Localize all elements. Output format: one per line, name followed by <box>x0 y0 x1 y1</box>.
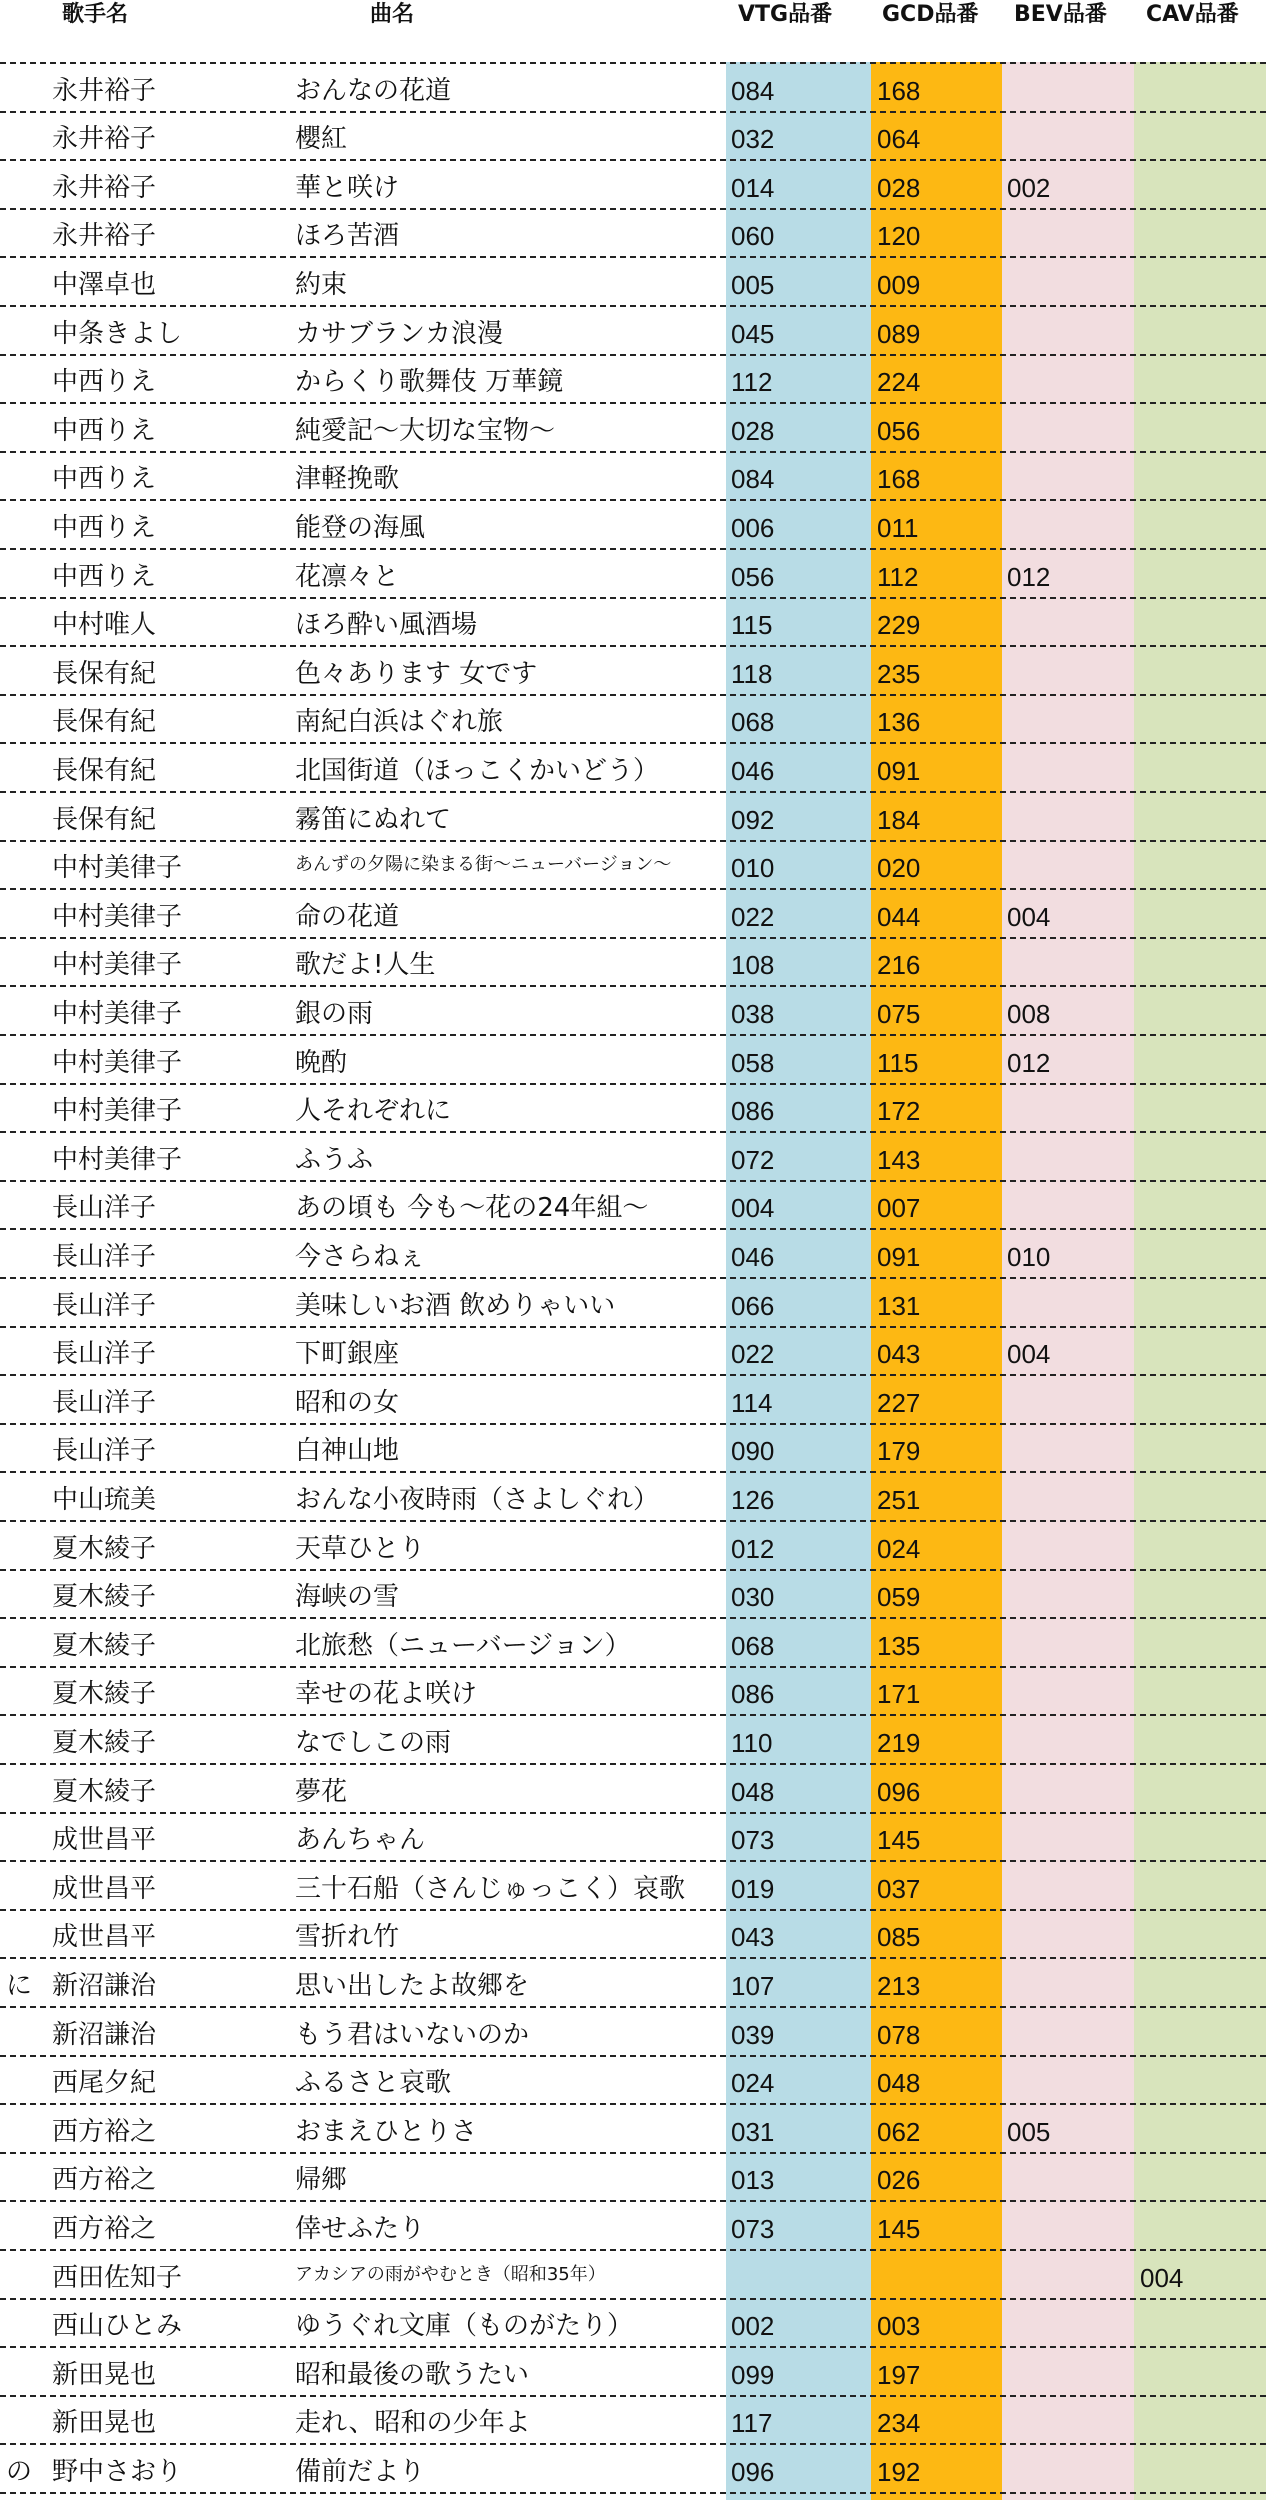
song-cell: 幸せの花よ咲け <box>295 1679 478 1710</box>
table-row <box>0 1522 1266 1571</box>
artist-cell: 西方裕之 <box>52 2165 157 2196</box>
vtg-cell: 090 <box>731 1436 775 1467</box>
artist-cell: 中村美律子 <box>52 1047 183 1078</box>
vtg-cell: 048 <box>731 1776 775 1807</box>
table-row <box>0 1085 1266 1134</box>
artist-cell: 中村美律子 <box>52 853 183 884</box>
artist-cell: 中西りえ <box>52 367 157 398</box>
vtg-cell: 010 <box>731 853 775 884</box>
table-row <box>0 842 1266 891</box>
table-row <box>0 2251 1266 2300</box>
header-vtg: VTG品番 <box>738 2 833 27</box>
gcd-cell: 056 <box>877 415 921 446</box>
song-cell: 命の花道 <box>295 901 400 932</box>
vtg-cell: 086 <box>731 1679 775 1710</box>
song-cell: おんなの花道 <box>295 75 452 106</box>
song-cell: おまえひとりさ <box>295 2116 478 2147</box>
song-cell: あの頃も 今も～花の24年組～ <box>295 1193 649 1224</box>
gcd-cell: 044 <box>877 901 921 932</box>
header-artist: 歌手名 <box>62 2 129 27</box>
song-cell: 今さらねぇ <box>295 1241 426 1272</box>
vtg-cell: 038 <box>731 998 775 1029</box>
gcd-cell: 131 <box>877 1290 921 1321</box>
gcd-cell: 213 <box>877 1970 921 2001</box>
song-cell: 昭和の女 <box>295 1387 400 1418</box>
table-row <box>0 1619 1266 1668</box>
table-row <box>0 793 1266 842</box>
vtg-cell: 108 <box>731 950 775 981</box>
table-row <box>0 1182 1266 1231</box>
gcd-cell: 091 <box>877 1241 921 1272</box>
artist-cell: 西山ひとみ <box>52 2311 183 2342</box>
gcd-cell: 235 <box>877 658 921 689</box>
song-cell: おんな小夜時雨（さよしぐれ） <box>295 1484 660 1515</box>
artist-cell: 夏木綾子 <box>52 1630 157 1661</box>
table-row <box>0 501 1266 550</box>
table-row <box>0 2202 1266 2251</box>
song-cell: 歌だよ!人生 <box>295 950 436 981</box>
table-row <box>0 2154 1266 2203</box>
table-row <box>0 2057 1266 2106</box>
gcd-cell: 219 <box>877 1727 921 1758</box>
table-row <box>0 599 1266 648</box>
vtg-cell: 068 <box>731 1630 775 1661</box>
song-cell: 雪折れ竹 <box>295 1922 400 1953</box>
vtg-cell: 014 <box>731 172 775 203</box>
vtg-cell: 028 <box>731 415 775 446</box>
gcd-cell: 043 <box>877 1339 921 1370</box>
artist-cell: 成世昌平 <box>52 1873 157 1904</box>
vtg-cell: 039 <box>731 2019 775 2050</box>
song-cell: ゆうぐれ文庫（ものがたり） <box>295 2311 634 2342</box>
song-cell: なでしこの雨 <box>295 1727 452 1758</box>
artist-cell: 長山洋子 <box>52 1339 157 1370</box>
artist-cell: 新田晃也 <box>52 2359 157 2390</box>
song-cell: 備前だより <box>295 2456 426 2487</box>
vtg-cell: 006 <box>731 512 775 543</box>
gcd-cell: 011 <box>877 512 919 543</box>
artist-cell: 中澤卓也 <box>52 269 157 300</box>
gcd-cell: 078 <box>877 2019 921 2050</box>
artist-cell: 長山洋子 <box>52 1436 157 1467</box>
gcd-cell: 048 <box>877 2068 921 2099</box>
song-cell: 櫻紅 <box>295 124 348 155</box>
gcd-cell: 028 <box>877 172 921 203</box>
song-cell: ふるさと哀歌 <box>295 2068 452 2099</box>
gcd-cell: 115 <box>877 1047 919 1078</box>
artist-cell: 夏木綾子 <box>52 1776 157 1807</box>
vtg-cell: 110 <box>731 1727 773 1758</box>
song-cell: 人それぞれに <box>295 1096 452 1127</box>
artist-cell: 中村美律子 <box>52 1144 183 1175</box>
artist-cell: 新沼謙治 <box>52 1970 157 2001</box>
table-row <box>0 1571 1266 1620</box>
vtg-cell: 056 <box>731 561 775 592</box>
song-cell: 色々あります 女です <box>295 658 538 689</box>
artist-cell: 中村唯人 <box>52 610 157 641</box>
song-cell: 華と咲け <box>295 172 400 203</box>
song-cell: 海峡の雪 <box>295 1582 400 1613</box>
bev-cell: 010 <box>1007 1241 1051 1272</box>
artist-cell: 中西りえ <box>52 415 157 446</box>
song-cell: 帰郷 <box>295 2165 348 2196</box>
bev-cell: 005 <box>1007 2116 1051 2147</box>
table-row <box>0 258 1266 307</box>
table-row <box>0 64 1266 113</box>
song-cell: 三十石船（さんじゅっこく）哀歌 <box>295 1873 686 1904</box>
vtg-cell: 072 <box>731 1144 775 1175</box>
artist-cell: 中村美律子 <box>52 901 183 932</box>
vtg-cell: 031 <box>731 2116 775 2147</box>
table-row <box>0 1036 1266 1085</box>
song-cell: 能登の海風 <box>295 512 426 543</box>
vtg-cell: 024 <box>731 2068 775 2099</box>
song-cell: 北旅愁（ニューバージョン） <box>295 1630 631 1661</box>
gcd-cell: 091 <box>877 755 921 786</box>
table-row <box>0 550 1266 599</box>
song-cell: 天草ひとり <box>295 1533 426 1564</box>
artist-cell: 長保有紀 <box>52 804 157 835</box>
gcd-cell: 192 <box>877 2456 921 2487</box>
artist-cell: 西方裕之 <box>52 2116 157 2147</box>
vtg-cell: 046 <box>731 755 775 786</box>
vtg-cell: 084 <box>731 75 775 106</box>
vtg-cell: 032 <box>731 124 775 155</box>
vtg-cell: 046 <box>731 1241 775 1272</box>
artist-cell: 長山洋子 <box>52 1193 157 1224</box>
artist-cell: 西田佐知子 <box>52 2262 183 2293</box>
artist-cell: 野中さおり <box>52 2456 183 2487</box>
bev-cell: 004 <box>1007 1339 1051 1370</box>
artist-cell: 夏木綾子 <box>52 1533 157 1564</box>
table-row <box>0 161 1266 210</box>
artist-cell: 夏木綾子 <box>52 1582 157 1613</box>
artist-cell: 中村美律子 <box>52 998 183 1029</box>
table-row <box>0 696 1266 745</box>
table-row <box>0 1814 1266 1863</box>
gcd-cell: 224 <box>877 367 921 398</box>
table-row <box>0 307 1266 356</box>
cav-cell: 004 <box>1140 2262 1184 2293</box>
song-cell: 晩酌 <box>295 1047 348 1078</box>
gcd-cell: 062 <box>877 2116 921 2147</box>
artist-cell: 中西りえ <box>52 561 157 592</box>
song-cell: ほろ酔い風酒場 <box>295 610 478 641</box>
gcd-cell: 136 <box>877 707 921 738</box>
table-row <box>0 1862 1266 1911</box>
artist-cell: 中山琉美 <box>52 1484 157 1515</box>
table-row <box>0 890 1266 939</box>
artist-cell: 成世昌平 <box>52 1922 157 1953</box>
song-cell: もう君はいないのか <box>295 2019 530 2050</box>
vtg-cell: 004 <box>731 1193 775 1224</box>
table-row <box>0 647 1266 696</box>
vtg-cell: 073 <box>731 1825 775 1856</box>
artist-cell: 中村美律子 <box>52 950 183 981</box>
song-cell: 約束 <box>295 269 348 300</box>
song-cell: 美味しいお酒 飲めりゃいい <box>295 1290 616 1321</box>
vtg-cell: 068 <box>731 707 775 738</box>
artist-cell: 長保有紀 <box>52 755 157 786</box>
vtg-cell: 086 <box>731 1096 775 1127</box>
song-cell: 昭和最後の歌うたい <box>295 2359 530 2390</box>
artist-cell: 長山洋子 <box>52 1241 157 1272</box>
song-cell: 霧笛にぬれて <box>295 804 452 835</box>
song-cell: 下町銀座 <box>295 1339 400 1370</box>
bev-cell: 002 <box>1007 172 1051 203</box>
bev-cell: 004 <box>1007 901 1051 932</box>
table-row <box>0 113 1266 162</box>
song-cell: 花凛々と <box>295 561 400 592</box>
artist-cell: 夏木綾子 <box>52 1679 157 1710</box>
bev-cell: 008 <box>1007 998 1051 1029</box>
table-row <box>0 356 1266 405</box>
gcd-cell: 026 <box>877 2165 921 2196</box>
gcd-cell: 135 <box>877 1630 921 1661</box>
song-cell: 走れ、昭和の少年よ <box>295 2408 531 2439</box>
gcd-cell: 229 <box>877 610 921 641</box>
prefix-cell: に <box>6 1970 33 2001</box>
artist-cell: 長保有紀 <box>52 658 157 689</box>
vtg-cell: 117 <box>731 2408 773 2439</box>
song-cell: 倖せふたり <box>295 2213 426 2244</box>
vtg-cell: 073 <box>731 2213 775 2244</box>
gcd-cell: 179 <box>877 1436 921 1467</box>
vtg-cell: 043 <box>731 1922 775 1953</box>
song-cell: からくり歌舞伎 万華鏡 <box>295 367 564 398</box>
table-row <box>0 1668 1266 1717</box>
artist-cell: 永井裕子 <box>52 75 157 106</box>
vtg-cell: 092 <box>731 804 775 835</box>
bev-cell: 012 <box>1007 1047 1051 1078</box>
vtg-cell: 022 <box>731 1339 775 1370</box>
table-row <box>0 939 1266 988</box>
artist-cell: 長山洋子 <box>52 1387 157 1418</box>
artist-cell: 成世昌平 <box>52 1825 157 1856</box>
vtg-cell: 099 <box>731 2359 775 2390</box>
artist-cell: 永井裕子 <box>52 221 157 252</box>
vtg-cell: 107 <box>731 1970 775 2001</box>
vtg-cell: 002 <box>731 2311 775 2342</box>
table-row <box>0 1376 1266 1425</box>
artist-cell: 中条きよし <box>52 318 183 349</box>
artist-cell: 長山洋子 <box>52 1290 157 1321</box>
gcd-cell: 075 <box>877 998 921 1029</box>
table-row <box>0 2445 1266 2494</box>
vtg-cell: 022 <box>731 901 775 932</box>
gcd-cell: 168 <box>877 75 921 106</box>
gcd-cell: 145 <box>877 1825 921 1856</box>
song-cell: 北国街道（ほっこくかいどう） <box>295 755 660 786</box>
song-cell: 銀の雨 <box>295 998 374 1029</box>
vtg-cell: 112 <box>731 367 773 398</box>
vtg-cell: 118 <box>731 658 773 689</box>
gcd-cell: 020 <box>877 853 921 884</box>
song-cell: 南紀白浜はぐれ旅 <box>295 707 504 738</box>
vtg-cell: 019 <box>731 1873 775 1904</box>
table-row <box>0 744 1266 793</box>
vtg-cell: 126 <box>731 1484 775 1515</box>
gcd-cell: 227 <box>877 1387 921 1418</box>
table-row <box>0 1279 1266 1328</box>
table-row <box>0 1473 1266 1522</box>
gcd-cell: 096 <box>877 1776 921 1807</box>
song-cell: 津軽挽歌 <box>295 464 400 495</box>
gcd-cell: 216 <box>877 950 921 981</box>
table-row <box>0 404 1266 453</box>
vtg-cell: 045 <box>731 318 775 349</box>
gcd-cell: 064 <box>877 124 921 155</box>
vtg-cell: 060 <box>731 221 775 252</box>
table-row <box>0 1959 1266 2008</box>
vtg-cell: 084 <box>731 464 775 495</box>
gcd-cell: 085 <box>877 1922 921 1953</box>
header-bev: BEV品番 <box>1014 2 1107 27</box>
artist-cell: 永井裕子 <box>52 172 157 203</box>
gcd-cell: 197 <box>877 2359 921 2390</box>
artist-cell: 長保有紀 <box>52 707 157 738</box>
gcd-cell: 184 <box>877 804 921 835</box>
vtg-cell: 115 <box>731 610 773 641</box>
table-row <box>0 2008 1266 2057</box>
gcd-cell: 145 <box>877 2213 921 2244</box>
song-cell: 純愛記～大切な宝物～ <box>295 415 556 446</box>
song-cell: カサブランカ浪漫 <box>295 318 504 349</box>
table-row <box>0 1911 1266 1960</box>
artist-cell: 新田晃也 <box>52 2408 157 2439</box>
song-cell: あんちゃん <box>295 1825 426 1856</box>
gcd-cell: 120 <box>877 221 921 252</box>
artist-cell: 永井裕子 <box>52 124 157 155</box>
song-cell: 思い出したよ故郷を <box>295 1970 530 2001</box>
gcd-cell: 251 <box>877 1484 921 1515</box>
table-row <box>0 2105 1266 2154</box>
vtg-cell: 096 <box>731 2456 775 2487</box>
vtg-cell: 030 <box>731 1582 775 1613</box>
vtg-cell: 058 <box>731 1047 775 1078</box>
gcd-cell: 171 <box>877 1679 921 1710</box>
gcd-cell: 007 <box>877 1193 921 1224</box>
bev-cell: 012 <box>1007 561 1051 592</box>
table-row <box>0 453 1266 502</box>
song-cell: あんずの夕陽に染まる街～ニューバージョン～ <box>295 854 672 876</box>
gcd-cell: 112 <box>877 561 919 592</box>
vtg-cell: 114 <box>731 1387 773 1418</box>
artist-cell: 西方裕之 <box>52 2213 157 2244</box>
gcd-cell: 037 <box>877 1873 921 1904</box>
artist-cell: 中村美律子 <box>52 1096 183 1127</box>
vtg-cell: 005 <box>731 269 775 300</box>
header-gcd: GCD品番 <box>882 2 979 27</box>
song-cell: ふうふ <box>295 1144 374 1175</box>
gcd-cell: 059 <box>877 1582 921 1613</box>
table-row <box>0 2300 1266 2349</box>
gcd-cell: 172 <box>877 1096 921 1127</box>
song-cell: アカシアの雨がやむとき（昭和35年） <box>295 2263 606 2285</box>
artist-cell: 西尾夕紀 <box>52 2068 157 2099</box>
gcd-cell: 024 <box>877 1533 921 1564</box>
gcd-cell: 003 <box>877 2311 921 2342</box>
artist-cell: 中西りえ <box>52 512 157 543</box>
table-row <box>0 987 1266 1036</box>
table-row <box>0 1716 1266 1765</box>
vtg-cell: 013 <box>731 2165 775 2196</box>
table-row <box>0 2397 1266 2446</box>
table-row <box>0 210 1266 259</box>
song-cell: 夢花 <box>295 1776 348 1807</box>
artist-cell: 夏木綾子 <box>52 1727 157 1758</box>
table-row <box>0 1765 1266 1814</box>
table-row <box>0 1425 1266 1474</box>
song-cell: ほろ苦酒 <box>295 221 400 252</box>
artist-cell: 新沼謙治 <box>52 2019 157 2050</box>
vtg-cell: 066 <box>731 1290 775 1321</box>
gcd-cell: 234 <box>877 2408 921 2439</box>
table-row <box>0 2348 1266 2397</box>
table-row <box>0 1328 1266 1377</box>
table-row <box>0 1133 1266 1182</box>
gcd-cell: 143 <box>877 1144 921 1175</box>
song-cell: 白神山地 <box>295 1436 400 1467</box>
prefix-cell: の <box>6 2456 33 2487</box>
header-song: 曲名 <box>370 2 415 27</box>
table-row <box>0 1230 1266 1279</box>
gcd-cell: 089 <box>877 318 921 349</box>
gcd-cell: 009 <box>877 269 921 300</box>
artist-cell: 中西りえ <box>52 464 157 495</box>
header-cav: CAV品番 <box>1146 2 1239 27</box>
vtg-cell: 012 <box>731 1533 775 1564</box>
gcd-cell: 168 <box>877 464 921 495</box>
